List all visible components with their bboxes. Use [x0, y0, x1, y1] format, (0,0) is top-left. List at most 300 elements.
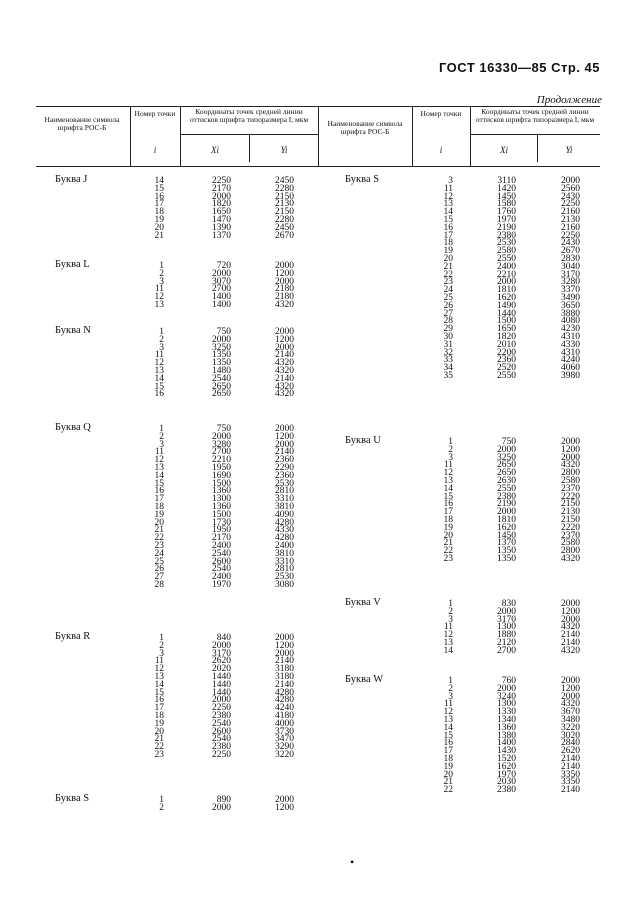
cell-x: 1820: [497, 332, 516, 342]
cell-i: 11: [154, 656, 164, 667]
cell-y: 2150: [561, 515, 580, 525]
cell-i: 2: [159, 802, 164, 813]
cell-i: 2: [159, 431, 164, 442]
cell-x: 1350: [497, 554, 516, 564]
cell-i: 21: [443, 777, 453, 788]
cell-y: 2000: [275, 327, 294, 337]
cell-x: 840: [216, 633, 231, 643]
cell-i: 12: [443, 191, 453, 202]
cell-x: 2200: [497, 347, 516, 358]
cell-y: 2130: [561, 507, 580, 518]
cell-y: 4280: [275, 695, 294, 706]
cell-x: 3250: [212, 342, 231, 353]
cell-i: 13: [443, 638, 453, 648]
cell-i: 15: [154, 183, 164, 194]
cell-x: 3110: [497, 176, 516, 186]
cell-i: 2: [448, 606, 453, 617]
cell-y: 2160: [561, 207, 580, 218]
cell-y: 2000: [275, 276, 294, 287]
cell-i: 13: [154, 300, 164, 310]
cell-i: 1: [159, 424, 164, 434]
cell-y: 3350: [561, 769, 580, 780]
cell-x: 1490: [497, 300, 516, 311]
cell-i: 12: [443, 630, 453, 641]
cell-y: 3040: [561, 261, 580, 272]
cell-i: 22: [154, 742, 164, 753]
cell-i: 13: [443, 715, 453, 725]
col-divider: [130, 106, 131, 166]
cell-y: 4320: [275, 389, 294, 400]
cell-y: 2370: [561, 483, 580, 494]
cell-i: 14: [154, 373, 164, 384]
cell-x: 1970: [497, 769, 516, 780]
cell-x: 1400: [212, 300, 231, 310]
cell-i: 3: [159, 276, 164, 287]
cell-x: 3170: [212, 648, 231, 659]
cell-y: 2400: [275, 541, 294, 551]
cell-y: 2450: [275, 222, 294, 233]
cell-x: 1650: [497, 324, 516, 335]
cell-x: 2000: [212, 334, 231, 345]
cell-i: 3: [159, 648, 164, 659]
cell-x: 760: [501, 676, 516, 686]
cell-i: 21: [154, 525, 164, 536]
cell-i: 18: [154, 502, 164, 512]
cell-i: 33: [443, 355, 453, 366]
cell-y: 2430: [561, 191, 580, 202]
cell-i: 2: [159, 334, 164, 345]
cell-i: 19: [154, 718, 164, 729]
cell-i: 22: [443, 785, 453, 796]
cell-x: 1440: [212, 687, 231, 698]
cell-i: 13: [443, 476, 453, 486]
cell-i: 28: [443, 316, 453, 327]
cell-y: 4090: [275, 509, 294, 520]
cell-i: 17: [443, 746, 453, 757]
cell-i: 24: [154, 548, 164, 559]
cell-y: 2000: [561, 176, 580, 186]
cell-x: 2550: [497, 483, 516, 494]
header-coords: Координаты точек средней линии оттисков шрифта типоразмера I, мкм: [189, 107, 309, 124]
cell-i: 15: [154, 687, 164, 698]
cell-i: 2: [159, 268, 164, 279]
cell-y: 2000: [561, 676, 580, 686]
cell-x: 2380: [497, 491, 516, 502]
cell-y: 2800: [561, 546, 580, 557]
cell-x: 3250: [497, 452, 516, 463]
col-divider: [470, 106, 471, 166]
cell-x: 1360: [212, 486, 231, 497]
cell-i: 1: [448, 676, 453, 686]
cell-y: 2130: [275, 199, 294, 210]
cell-x: 1620: [497, 293, 516, 303]
cell-i: 15: [443, 730, 453, 741]
cell-x: 750: [216, 424, 231, 434]
cell-i: 12: [443, 707, 453, 718]
cell-x: 1400: [497, 738, 516, 749]
cell-x: 1350: [212, 358, 231, 369]
cell-x: 2540: [212, 718, 231, 729]
cell-x: 2380: [212, 742, 231, 753]
symbol-name: Буква J: [55, 174, 88, 185]
cell-y: 2620: [561, 746, 580, 757]
header-i-right: i: [439, 145, 443, 155]
cell-y: 2280: [275, 183, 294, 194]
cell-i: 11: [154, 284, 164, 295]
cell-x: 1340: [497, 715, 516, 725]
cell-x: 2360: [497, 355, 516, 366]
cell-x: 2000: [212, 640, 231, 651]
symbol-name: Буква V: [345, 597, 381, 608]
cell-x: 1810: [497, 285, 516, 296]
cell-i: 16: [443, 222, 453, 233]
cell-x: 2000: [497, 606, 516, 617]
cell-i: 25: [154, 556, 164, 567]
cell-x: 2000: [497, 277, 516, 288]
cell-i: 20: [443, 530, 453, 541]
right-sub-rule: [470, 134, 600, 135]
cell-y: 1200: [561, 606, 580, 617]
cell-i: 31: [443, 339, 453, 350]
cell-i: 22: [154, 533, 164, 544]
cell-i: 20: [443, 254, 453, 264]
cell-i: 17: [154, 494, 164, 505]
cell-x: 1380: [497, 730, 516, 741]
cell-y: 2000: [275, 633, 294, 643]
cell-i: 3: [448, 614, 453, 625]
cell-i: 15: [443, 491, 453, 502]
cell-i: 14: [443, 207, 453, 218]
cell-i: 20: [443, 769, 453, 780]
cell-y: 4330: [561, 339, 580, 350]
cell-x: 2650: [497, 460, 516, 471]
cell-i: 16: [154, 695, 164, 706]
cell-x: 2380: [212, 711, 231, 721]
cell-i: 13: [154, 672, 164, 682]
cell-x: 2030: [497, 777, 516, 788]
cell-x: 2400: [497, 261, 516, 272]
cell-y: 4180: [275, 711, 294, 721]
cell-x: 2000: [212, 268, 231, 279]
cell-y: 3080: [275, 580, 294, 590]
cell-x: 1810: [497, 515, 516, 525]
cell-y: 3020: [561, 730, 580, 741]
cell-x: 2650: [497, 468, 516, 479]
cell-i: 14: [443, 722, 453, 733]
cell-x: 2650: [212, 381, 231, 392]
cell-x: 2000: [212, 695, 231, 706]
footer-mark: •: [350, 855, 355, 869]
cell-i: 14: [154, 679, 164, 690]
cell-y: 4280: [275, 533, 294, 544]
cell-x: 3070: [212, 276, 231, 287]
cell-i: 16: [154, 486, 164, 497]
cell-y: 3220: [275, 750, 294, 760]
header-point-number-right: Номер точки: [420, 109, 462, 118]
header-i: i: [153, 145, 157, 155]
cell-y: 2670: [561, 246, 580, 257]
cell-x: 1400: [212, 292, 231, 303]
cell-y: 3310: [275, 494, 294, 505]
cell-x: 1500: [497, 316, 516, 327]
cell-x: 750: [501, 437, 516, 447]
cell-y: 3310: [275, 556, 294, 567]
cell-y: 2000: [561, 599, 580, 609]
cell-i: 1: [159, 261, 164, 271]
cell-x: 2700: [212, 447, 231, 458]
cell-i: 14: [154, 470, 164, 481]
symbol-name: Буква N: [55, 325, 91, 336]
cell-x: 2170: [212, 533, 231, 544]
cell-y: 1200: [275, 334, 294, 345]
cell-i: 11: [443, 183, 453, 194]
cell-i: 21: [154, 734, 164, 745]
cell-y: 2000: [561, 691, 580, 702]
cell-y: 2140: [561, 638, 580, 648]
cell-y: 4320: [561, 699, 580, 710]
col-divider: [412, 106, 413, 166]
cell-x: 1480: [212, 366, 231, 376]
cell-y: 3470: [275, 734, 294, 745]
cell-x: 1760: [497, 207, 516, 218]
cell-i: 22: [443, 546, 453, 557]
cell-x: 1520: [497, 754, 516, 764]
cell-x: 1880: [497, 630, 516, 641]
cell-x: 890: [216, 795, 231, 805]
cell-i: 16: [154, 191, 164, 202]
header-coords-right: Координаты точек средней линии оттисков шрифта типоразмера I, мкм: [475, 107, 595, 124]
cell-i: 18: [154, 711, 164, 721]
cell-y: 4310: [561, 332, 580, 342]
cell-x: 2530: [497, 238, 516, 249]
cell-y: 3490: [561, 293, 580, 303]
cell-x: 2600: [212, 726, 231, 737]
cell-x: 1300: [497, 699, 516, 710]
header-x-right: Xi: [500, 145, 508, 155]
cell-i: 19: [443, 522, 453, 533]
cell-x: 1950: [212, 463, 231, 473]
cell-x: 2400: [212, 572, 231, 583]
cell-y: 2360: [275, 455, 294, 466]
cell-y: 2580: [561, 476, 580, 486]
cell-x: 2520: [497, 363, 516, 374]
cell-y: 4330: [275, 525, 294, 536]
cell-y: 2830: [561, 254, 580, 264]
cell-y: 3480: [561, 715, 580, 725]
cell-x: 1620: [497, 522, 516, 533]
cell-i: 17: [443, 507, 453, 518]
cell-x: 2000: [212, 431, 231, 442]
cell-i: 18: [154, 207, 164, 218]
cell-i: 2: [448, 683, 453, 694]
cell-y: 2140: [561, 761, 580, 772]
cell-x: 1300: [497, 622, 516, 633]
cell-i: 13: [154, 366, 164, 376]
cell-i: 12: [443, 468, 453, 479]
cell-i: 14: [443, 645, 453, 656]
cell-x: 2620: [212, 656, 231, 667]
cell-y: 4080: [561, 316, 580, 327]
cell-y: 4060: [561, 363, 580, 374]
cell-x: 1360: [212, 502, 231, 512]
cell-y: 2140: [275, 447, 294, 458]
cell-i: 11: [443, 699, 453, 710]
cell-i: 17: [443, 230, 453, 241]
cell-i: 2: [159, 640, 164, 651]
cell-y: 3350: [561, 777, 580, 788]
col-divider: [249, 134, 250, 162]
symbol-name: Буква Q: [55, 422, 91, 433]
cell-i: 23: [154, 750, 164, 760]
header-y-right: Yi: [565, 145, 573, 155]
cell-x: 1500: [212, 478, 231, 489]
cell-y: 3220: [561, 722, 580, 733]
cell-i: 20: [154, 517, 164, 528]
symbol-name: Буква S: [55, 793, 90, 804]
cell-i: 23: [443, 277, 453, 288]
cell-i: 27: [443, 308, 453, 319]
cell-i: 19: [443, 246, 453, 257]
cell-y: 2000: [561, 614, 580, 625]
cell-x: 1730: [212, 517, 231, 528]
cell-y: 1200: [275, 802, 294, 813]
cell-x: 2250: [212, 176, 231, 186]
symbol-name: Буква U: [345, 435, 381, 446]
cell-x: 720: [216, 261, 231, 271]
cell-x: 2540: [212, 548, 231, 559]
cell-y: 2150: [561, 499, 580, 510]
cell-y: 2130: [561, 215, 580, 225]
cell-x: 1580: [497, 199, 516, 210]
cell-i: 1: [159, 633, 164, 643]
cell-y: 2670: [275, 230, 294, 241]
cell-y: 2180: [275, 284, 294, 295]
cell-x: 2190: [497, 499, 516, 510]
continuation-label: Продолжение: [536, 94, 602, 106]
cell-x: 1820: [212, 199, 231, 210]
cell-i: 11: [443, 460, 453, 471]
cell-y: 2530: [275, 572, 294, 583]
cell-i: 21: [443, 538, 453, 549]
cell-y: 3370: [561, 285, 580, 296]
cell-i: 11: [154, 447, 164, 458]
cell-x: 2700: [212, 284, 231, 295]
cell-y: 3180: [275, 672, 294, 682]
cell-y: 4320: [275, 300, 294, 310]
cell-y: 2530: [275, 478, 294, 489]
cell-x: 3170: [497, 614, 516, 625]
cell-x: 2010: [497, 339, 516, 350]
cell-x: 2000: [497, 683, 516, 694]
cell-x: 1970: [212, 580, 231, 590]
cell-x: 2580: [497, 246, 516, 257]
cell-i: 29: [443, 324, 453, 335]
cell-y: 2250: [561, 199, 580, 210]
cell-i: 13: [154, 463, 164, 473]
cell-i: 18: [443, 238, 453, 249]
cell-y: 2160: [561, 222, 580, 233]
cell-i: 3: [448, 691, 453, 702]
cell-i: 14: [154, 176, 164, 186]
cell-i: 17: [154, 703, 164, 714]
cell-y: 1200: [561, 683, 580, 694]
cell-i: 12: [154, 455, 164, 466]
cell-y: 2360: [275, 470, 294, 481]
cell-y: 3810: [275, 502, 294, 512]
table-header-rule: [36, 166, 600, 167]
cell-y: 2250: [561, 230, 580, 241]
symbol-name: Буква L: [55, 259, 90, 270]
cell-i: 15: [154, 478, 164, 489]
cell-y: 2140: [275, 350, 294, 361]
cell-x: 2650: [212, 389, 231, 400]
cell-x: 1430: [497, 746, 516, 757]
cell-x: 3240: [497, 691, 516, 702]
cell-i: 26: [154, 564, 164, 575]
cell-y: 2220: [561, 522, 580, 533]
cell-x: 2550: [497, 254, 516, 264]
col-divider: [180, 106, 181, 166]
cell-i: 12: [154, 358, 164, 369]
cell-x: 2550: [497, 371, 516, 381]
cell-y: 2000: [275, 342, 294, 353]
cell-x: 2000: [212, 191, 231, 202]
cell-x: 2540: [212, 564, 231, 575]
cell-i: 20: [154, 222, 164, 233]
cell-y: 2810: [275, 564, 294, 575]
cell-x: 2120: [497, 638, 516, 648]
cell-i: 18: [443, 754, 453, 764]
cell-y: 4280: [275, 517, 294, 528]
cell-i: 16: [443, 499, 453, 510]
cell-x: 2700: [497, 645, 516, 656]
cell-i: 20: [154, 726, 164, 737]
cell-y: 2800: [561, 468, 580, 479]
cell-i: 21: [154, 230, 164, 241]
cell-i: 24: [443, 285, 453, 296]
cell-y: 1200: [561, 444, 580, 455]
cell-x: 2000: [212, 802, 231, 813]
cell-i: 35: [443, 371, 453, 381]
cell-i: 16: [154, 389, 164, 400]
cell-y: 1200: [275, 268, 294, 279]
cell-y: 3980: [561, 371, 580, 381]
cell-y: 2450: [275, 176, 294, 186]
symbol-name: Буква R: [55, 631, 91, 642]
cell-y: 2560: [561, 183, 580, 194]
cell-i: 14: [443, 483, 453, 494]
cell-i: 23: [154, 541, 164, 551]
cell-x: 1440: [212, 679, 231, 690]
cell-y: 2140: [561, 785, 580, 796]
symbol-name: Буква S: [345, 174, 380, 185]
cell-i: 1: [448, 437, 453, 447]
cell-i: 2: [448, 444, 453, 455]
cell-x: 2540: [212, 734, 231, 745]
cell-y: 3290: [275, 742, 294, 753]
cell-x: 1620: [497, 761, 516, 772]
cell-y: 3670: [561, 707, 580, 718]
cell-i: 12: [154, 664, 164, 675]
cell-y: 2140: [561, 754, 580, 764]
cell-i: 21: [443, 261, 453, 272]
cell-i: 17: [154, 199, 164, 210]
cell-x: 1300: [212, 494, 231, 505]
cell-x: 1470: [212, 215, 231, 225]
cell-x: 2170: [212, 183, 231, 194]
cell-i: 30: [443, 332, 453, 342]
cell-y: 2430: [561, 238, 580, 249]
